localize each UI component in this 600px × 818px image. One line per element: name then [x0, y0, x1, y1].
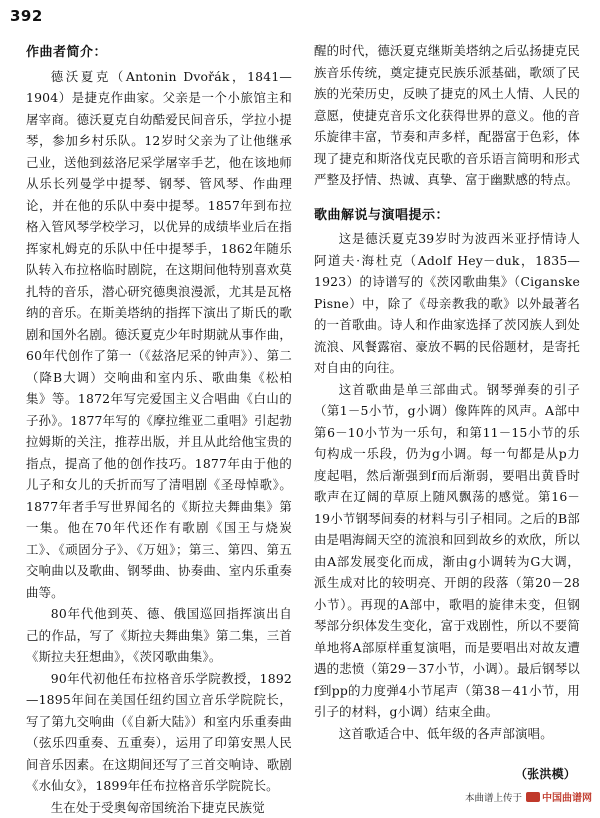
song-analysis-paragraph: 这是德沃夏克39岁时为波西米亚抒情诗人阿道夫·海杜克（Adolf Hey－duk，1835—1923）的诗谱写的《茨冈歌曲集》（Ciganske Pisne）中，除了《母亲教我的歌》以外最著名的一首歌曲。诗人和作曲家选择了茨冈族人到处流浪、风餐露宿、豪放不羁的民俗题材，是寄托对自由的向往。 [314, 228, 580, 379]
composer-intro-heading: 作曲者简介： [26, 42, 292, 64]
composer-bio-paragraph: 德沃夏克（Antonin Dvořák，1841—1904）是捷克作曲家。父亲是一个小旅馆主和屠宰商。德沃夏克自幼酷爱民间音乐，学拉小提琴，参加乡村乐队。12岁时父亲为了让他继承己业，送他到兹洛尼采学屠宰手艺，他在该地师从乐长列曼学中提琴、钢琴、管风琴、作曲理论，并在他的乐队中奏中提琴。1857年到布拉格入管风琴学校学习，以优异的成绩毕业后在指挥家札姆克的乐队中任中提琴手，1862年随乐队转入布拉格临时剧院，在这期间他特别喜欢莫扎特的音乐，潜心研究德奥浪漫派，尤其是瓦格纳的音乐。在斯美塔纳的指挥下演出了斯氏的歌剧和国外名剧。德沃夏克少年时期就从事作曲，60年代创作了第一（《兹洛尼采的钟声》）、第二（降B大调）交响曲和室内乐、歌曲集《松柏集》等。1872年写完爱国主义合唱曲《白山的子孙》。1877年写的《摩拉维亚二重唱》引起勃拉姆斯的关注，推荐出版，并且从此给他宝贵的指点，提高了他的创作技巧。1877年由于他的儿子和女儿的夭折而写了清唱剧《圣母悼歌》。1877年者手写世界闻名的《斯拉夫舞曲集》第一集。他在70年代还作有歌剧《国王与烧炭工》、《顽固分子》、《万妞》；第三、第四、第五交响曲以及歌曲、钢琴曲、协奏曲、室内乐重奏曲等。 [26, 66, 292, 604]
author-signature: （张洪模） [314, 764, 580, 786]
page-number: 392 [10, 7, 43, 25]
song-analysis-paragraph: 这首歌曲是单三部曲式。钢琴弹奏的引子（第1－5小节，g小调）像阵阵的风声。A部中第6－10小节为一乐句，和第11－15小节的乐句构成一乐段，仍为g小调。每一句都是从p力度起唱，然后渐强到f而后渐弱，要唱出黄昏时歌声在辽阔的草原上随风飘荡的感觉。第16－19小节钢琴间奏的材料与引子相同。之后的B部由是唱海阔天空的流浪和回到故乡的欢欣，所以由A部发展变化而成，渐由g小调转为G大调，派生成对比的较明亮、开朗的段落（第20－28小节）。再现的A部中，歌唱的旋律未变，但钢琴部分织体发生变化，富于戏剧性，所以不要简单地将A部原样重复演唱，而是要唱出对故友遭遇的悲愤（第29－37小节，小调）。最后钢琴以f到pp的力度弹4小节尾声（第38－41小节，用引子的材料，g小调）结束全曲。 [314, 379, 580, 723]
composer-bio-paragraph: 90年代初他任布拉格音乐学院教授，1892—1895年间在美国任纽约国立音乐学院院长，写了第九交响曲（《自新大陆》）和室内乐重奏曲（弦乐四重奏、五重奏），运用了印第安黑人民间音乐因素。在这期间还写了三首交响诗、歌剧《水仙女》，1899年任布拉格音乐学院院长。 [26, 668, 292, 797]
song-analysis-paragraph: 这首歌适合中、低年级的各声部演唱。 [314, 723, 580, 745]
site-logo-icon [526, 792, 540, 802]
watermark-footer [465, 789, 592, 804]
site-logo[interactable] [526, 789, 592, 804]
site-name: 中国曲谱网 [542, 789, 592, 804]
left-column [26, 42, 292, 818]
song-analysis-heading: 歌曲解说与演唱提示： [314, 205, 580, 227]
right-column [314, 40, 580, 786]
composer-bio-continuation: 醒的时代，德沃夏克继斯美塔纳之后弘扬捷克民族音乐传统，奠定捷克民族乐派基础，歌颂了民族的光荣历史，反映了捷克的风土人情、人民的意愿，使捷克音乐文化获得世界的意义。他的音乐旋律丰富，节奏和声多样，配器富于色彩，体现了捷克和斯洛伐克民歌的音乐语言简明和形式严整及抒情、热诚、真挚、富于幽默感的特点。 [314, 40, 580, 191]
upload-text: 本曲谱上传于 [465, 790, 522, 804]
composer-bio-paragraph: 80年代他到英、德、俄国巡回指挥演出自己的作品，写了《斯拉夫舞曲集》第二集，三首《斯拉夫狂想曲》，《茨冈歌曲集》。 [26, 603, 292, 668]
composer-bio-paragraph: 生在处于受奥匈帝国统治下捷克民族觉 [26, 797, 292, 818]
